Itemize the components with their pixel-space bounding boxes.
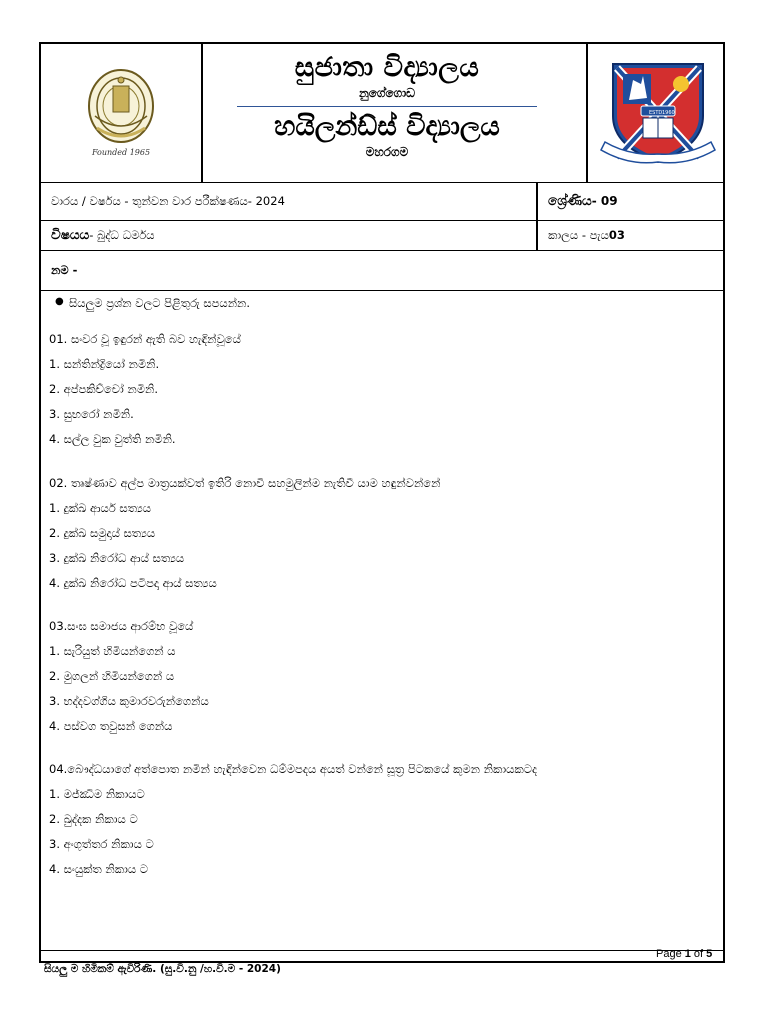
q4-option-3: 3. අංගුත්තර නිකාය ට — [49, 837, 154, 851]
q2-option-1: 1. දුක්ඛ ආර්ය සත්‍යය — [49, 501, 152, 515]
header-divider-right — [586, 44, 588, 182]
q1-option-3: 3. සුභරෝ නමිනි. — [49, 407, 134, 421]
grade-cell — [538, 182, 723, 220]
page-total: 5 — [706, 948, 713, 960]
shield-estd-text: ESTD — [649, 110, 663, 116]
q2-option-4: 4. දුක්ඛ නිරෝධ පටිපදා ආය් සත්‍යය — [49, 576, 217, 590]
bullet-icon: ● — [55, 296, 64, 307]
school-name-secondary: හයිලන්ඩ්ස් විද්‍යාලය — [274, 111, 500, 142]
q1-option-2: 2. අප්පකිච්චෝ නමිනි. — [49, 382, 159, 396]
question-4-text: 04.බෞද්ධයාගේ අත්පොත නමින් හැඳින්වෙන ධම්මපදය අයත් වන්නේ සූත්‍ර පිටකයේ කුමන නිකායකටද — [49, 762, 538, 776]
q4-option-4: 4. සංයුක්ත නිකාය ට — [49, 862, 149, 876]
time-value: 03 — [608, 228, 625, 242]
subject-label: විෂයය — [51, 227, 90, 243]
grade-label: ශ්‍රේණිය — [548, 193, 592, 209]
subject-cell — [41, 220, 536, 250]
page-number: 1 — [684, 948, 691, 960]
questions-area — [41, 290, 723, 951]
time-label: කාලය - පැය — [548, 227, 609, 242]
founded-caption: Founded 1965 — [91, 148, 151, 157]
term-label: වාරය / වර්ෂය - තුන්වන වාර පරීක්ෂණය- 2024 — [51, 193, 285, 208]
header-divider-left — [201, 44, 203, 182]
question-1-text: 01. සංවර වූ ඉඳුරන් ඇති බව හැඳින්වූයේ — [49, 332, 241, 346]
q2-option-2: 2. දුක්ඛ සමුදාය් සත්‍යය — [49, 526, 156, 540]
school-title-block — [237, 44, 537, 182]
subject-value: - බුද්ධ ධර්මය — [89, 227, 155, 242]
subject-time-row — [41, 220, 723, 251]
instruction-text: සියලුම ප්‍රශ්න වලට පිළිතුරු සපයන්න. — [69, 296, 251, 310]
name-label: නම - — [51, 262, 78, 277]
q3-option-1: 1. සැරියුත් හිමියන්ගෙන් ය — [49, 644, 176, 658]
grade-value: - 09 — [591, 194, 618, 208]
q1-option-1: 1. සන්තින්ද්‍රියෝ නමිනි. — [49, 357, 160, 371]
copyright-notice: සියලු ම හිමිකම් ඇවිරිණි. (සු.වි.නු /හ.වි.ම - 2024) — [44, 963, 281, 975]
header — [41, 44, 723, 183]
q4-option-2: 2. ඛුද්දක නිකාය ට — [49, 812, 138, 826]
school-crest-left-logo — [85, 66, 157, 178]
term-grade-row — [41, 182, 723, 221]
title-rule — [237, 106, 537, 107]
question-2-text: 02. තෘෂ්ණාව අල්ප මාත්‍රයක්වත් ඉතිරි නොවී සහමුලින්ම නැතිවී යාම හඳුන්වන්නේ — [49, 476, 441, 490]
name-row — [41, 250, 723, 291]
question-3-text: 03.සංඝ සමාජය ආරම්භ වූයේ — [49, 619, 194, 633]
q1-option-4: 4. සල්ල වුක වුත්ති නමිනි. — [49, 432, 176, 446]
school-location-secondary: මහරගම — [365, 145, 409, 159]
page-indicator — [656, 948, 712, 960]
q3-option-2: 2. මුගලන් හිමියන්ගෙන් ය — [49, 669, 175, 683]
school-name-primary: සුජාතා විද්‍යාලය — [294, 52, 480, 83]
school-crest-right-logo — [599, 58, 717, 170]
q3-option-3: 3. භද්දවග්ගිය කුමාරවරුන්ගෙන්ය — [49, 694, 209, 708]
time-cell — [538, 220, 723, 250]
q2-option-3: 3. දුක්ඛ නිරෝධ ආය් සත්‍යය — [49, 551, 185, 565]
exam-frame — [39, 42, 725, 963]
q3-option-4: 4. පස්වග තවුසන් ගෙන්ය — [49, 719, 173, 733]
school-location-primary: නුගේගොඩ — [358, 86, 416, 100]
shield-year-text: 1960 — [662, 110, 675, 116]
page-mid: of — [690, 948, 707, 960]
page-prefix: Page — [656, 948, 685, 960]
q4-option-1: 1. මජ්ඣිම නිකායට — [49, 787, 145, 801]
